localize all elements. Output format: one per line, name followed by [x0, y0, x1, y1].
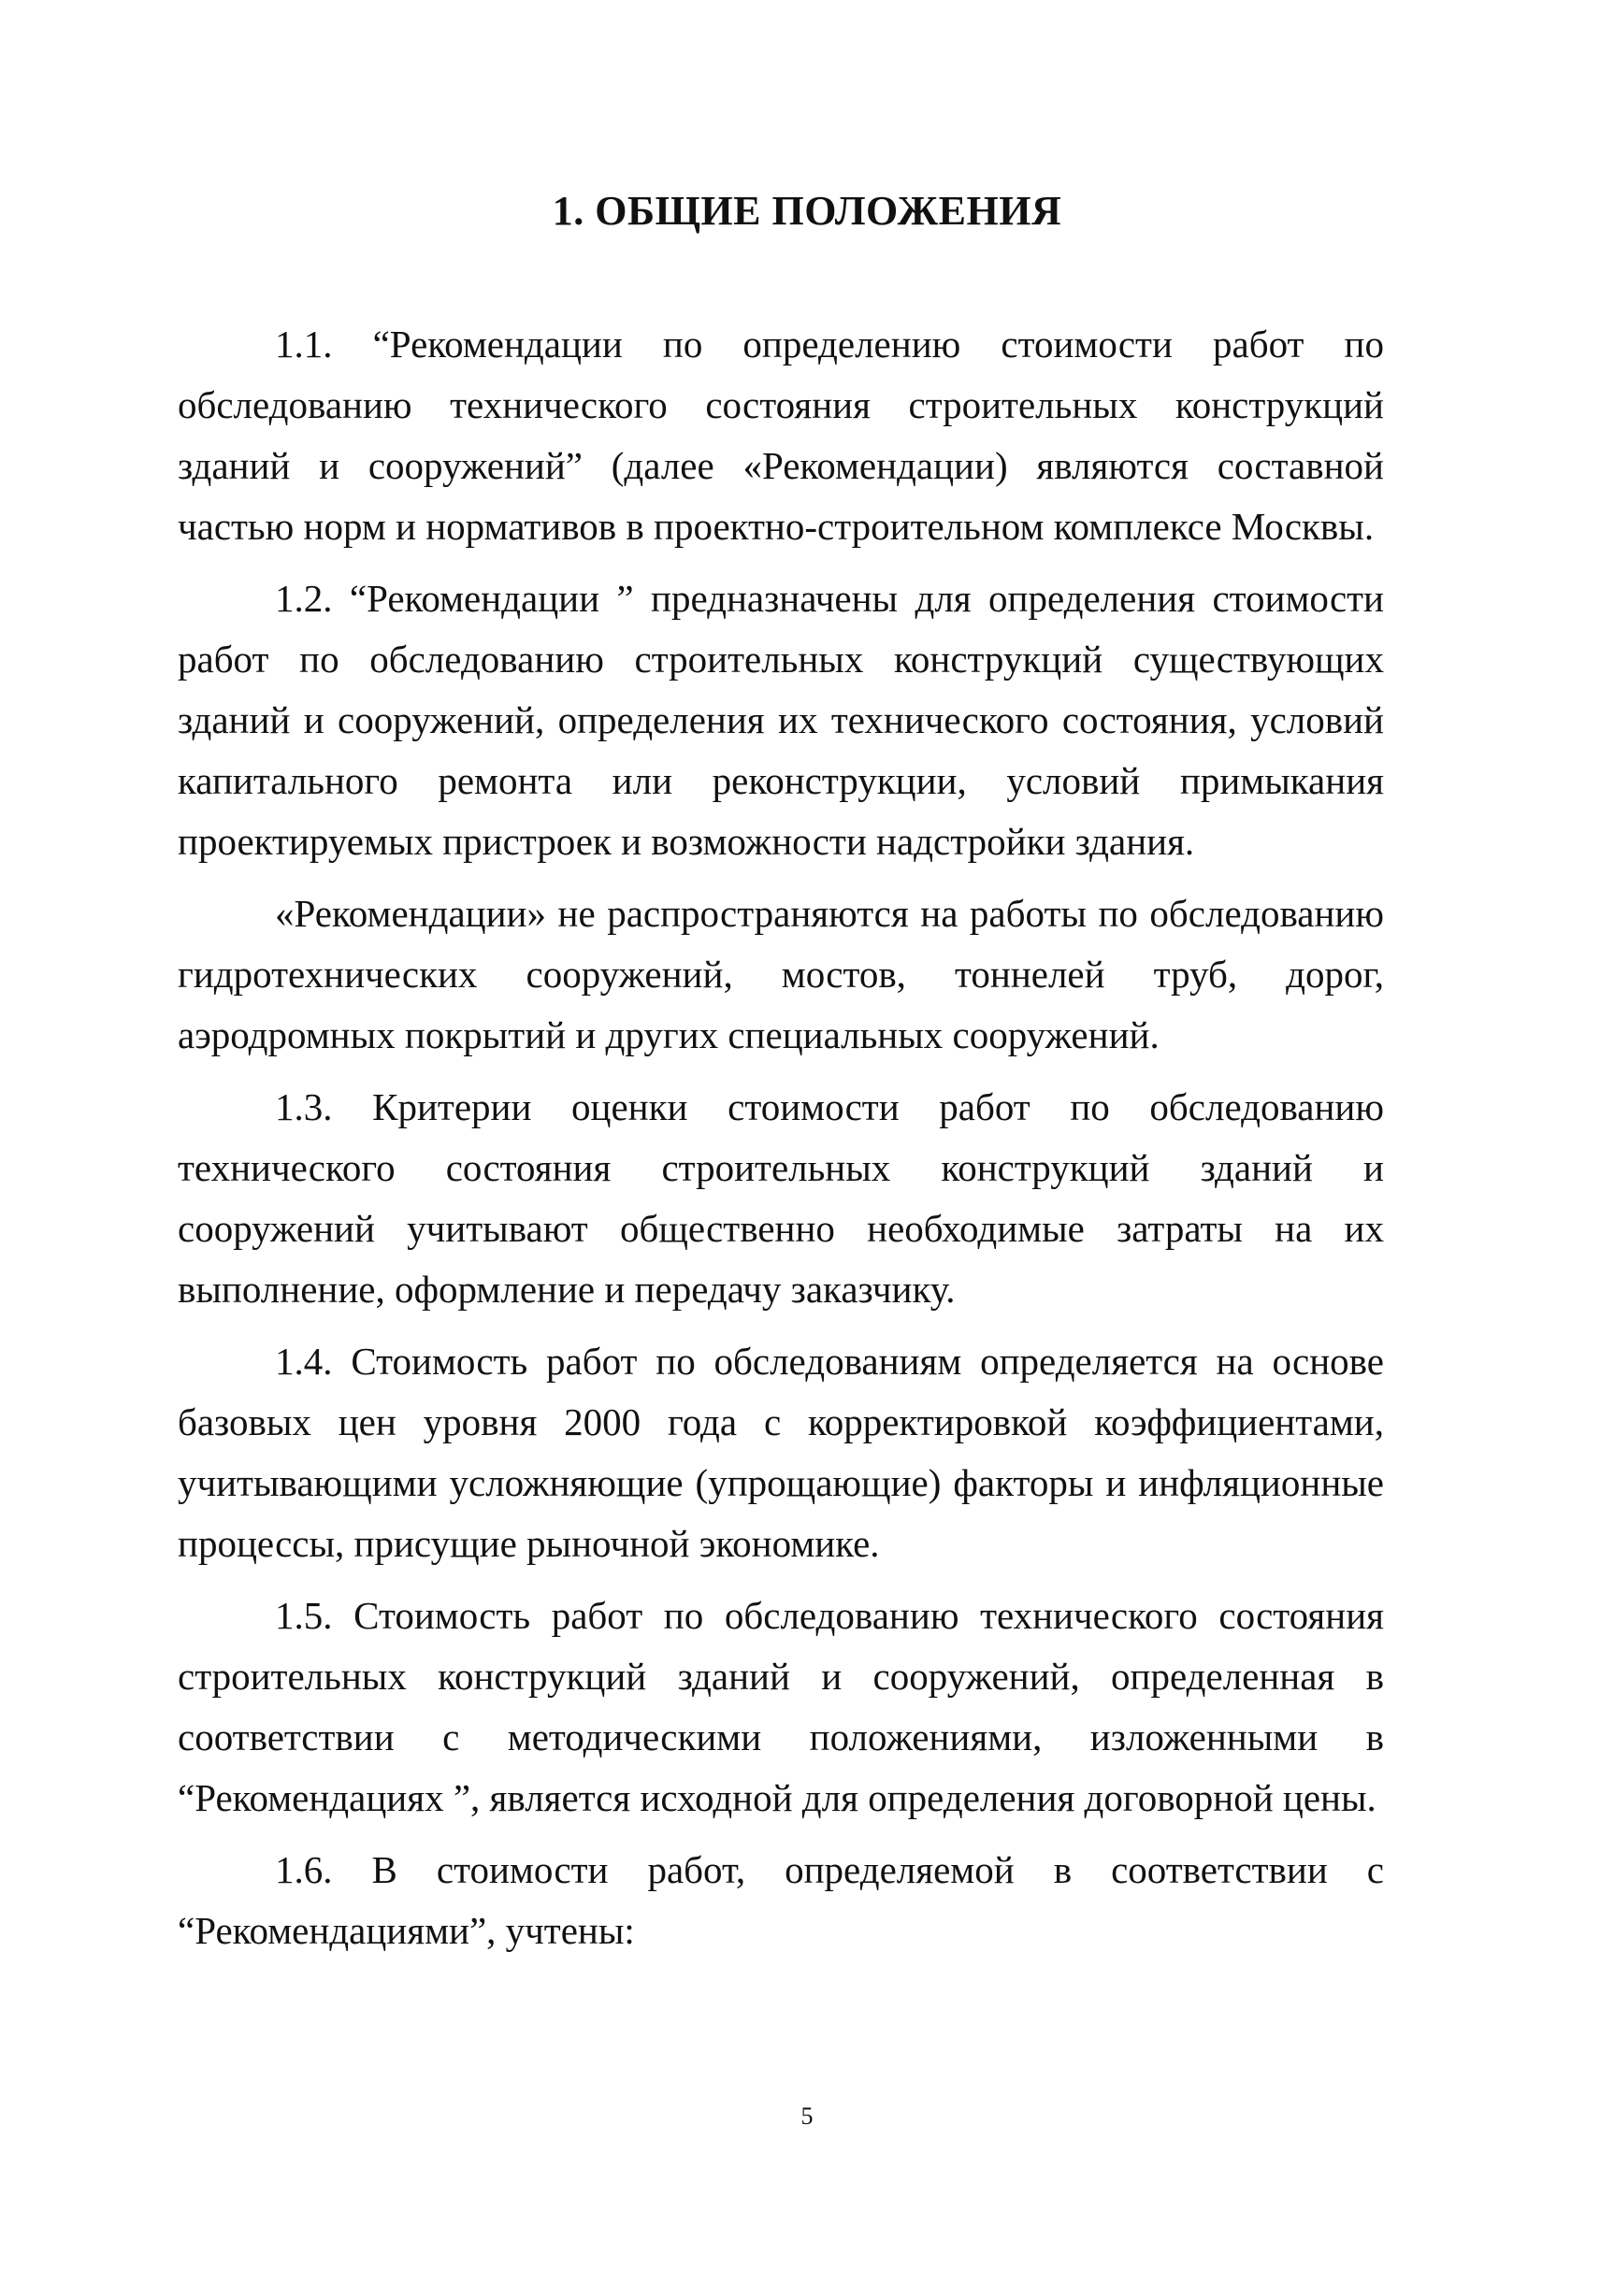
page-number: 5	[800, 2102, 814, 2130]
paragraph-1-5: 1.5. Стоимость работ по обследованию технического состояния строительных конструкций зданий и сооружений, определенная в соответствии с методическими положениями, изложенными в “Рекомендациях ”, является исходной для определения договорной цены.	[178, 1594, 1384, 1819]
body-text	[178, 314, 1384, 1961]
paragraph-1-6: 1.6. В стоимости работ, определяемой в соответствии с “Рекомендациями”, учтены:	[178, 1848, 1384, 1952]
paragraph-exclusions: «Рекомендации» не распространяются на работы по обследованию гидротехнических сооружений, мостов, тоннелей труб, дорог, аэродромных покрытий и других специальных сооружений.	[178, 892, 1384, 1056]
paragraph-1-2: 1.2. “Рекомендации ” предназначены для определения стоимости работ по обследованию строительных конструкций существующих зданий и сооружений, определения их технического состояния, условий капитального ремонта или реконструкции, условий примыкания проектируемых пристроек и возможности надстройки здания.	[178, 577, 1384, 863]
paragraph-1-1: 1.1. “Рекомендации по определению стоимости работ по обследованию технического состояния строительных конструкций зданий и сооружений” (далее «Рекомендации) являются составной частью норм и нормативов в проектно-строительном комплексе Москвы.	[178, 323, 1384, 548]
section-heading: 1. ОБЩИЕ ПОЛОЖЕНИЯ	[552, 188, 1062, 234]
paragraph-1-3: 1.3. Критерии оценки стоимости работ по обследованию технического состояния строительных конструкций зданий и сооружений учитывают общественно необходимые затраты на их выполнение, оформление и передачу заказчику.	[178, 1085, 1384, 1311]
paragraph-1-4: 1.4. Стоимость работ по обследованиям определяется на основе базовых цен уровня 2000 года с корректировкой коэффициентами, учитывающими усложняющие (упрощающие) факторы и инфляционные процессы, присущие рыночной экономике.	[178, 1340, 1384, 1565]
